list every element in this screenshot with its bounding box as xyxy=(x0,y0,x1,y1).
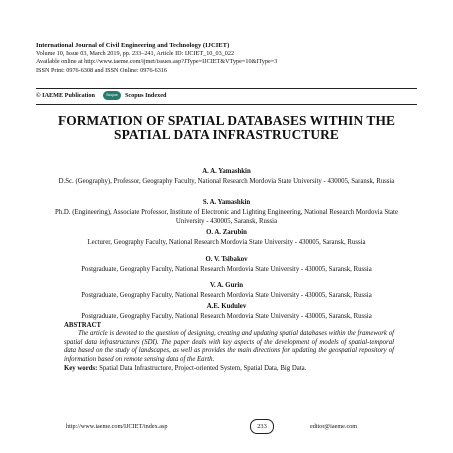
author-name: A.E. Kudulev xyxy=(206,303,247,310)
paper-title: FORMATION OF SPATIAL DATABASES WITHIN THE SPATIAL DATA INFRASTRUCTURE xyxy=(57,113,396,143)
abstract-body: The article is devoted to the question of designing, creating and updating spatial databases within the framework of spatial data infrastructures (SDI). The paper deals with key aspects of the development of models of spatial-temporal data based on the study of landscapes, as well as provides the main directions for updating the geospatial repository of information based on remote sensing data of the Earth. xyxy=(64,330,394,363)
journal-name: International Journal of Civil Engineering and Technology (IJCIET) xyxy=(36,42,230,49)
author-name: O. A. Zarubin xyxy=(206,229,247,236)
author-affiliation: Postgraduate, Geography Faculty, National Research Mordovia State University - 430005, Saransk, Russia xyxy=(81,313,372,321)
abstract-section xyxy=(64,322,394,373)
author-block xyxy=(45,256,408,275)
keywords-label: Key words: xyxy=(64,365,98,373)
header-rule-top xyxy=(36,88,417,89)
journal-available-online: Available online at http://www.iaeme.com/ijmet/issues.asp?JType=IJCIET&VType=10&IType=3 xyxy=(36,58,278,66)
author-block xyxy=(45,199,408,226)
keywords-line xyxy=(64,365,394,373)
author-affiliation: Lecturer, Geography Faculty, National Research Mordovia State University - 430005, Saransk, Russia xyxy=(87,239,366,247)
author-affiliation: D.Sc. (Geography), Professor, Geography Faculty, National Research Mordovia State University - 430005, Saransk, Russia xyxy=(58,178,395,186)
header-rule-bottom xyxy=(36,104,417,105)
scopus-logo: Scopus xyxy=(103,91,121,100)
author-block xyxy=(45,282,408,301)
author-affiliation: Postgraduate, Geography Faculty, National Research Mordovia State University - 430005, Saransk, Russia xyxy=(81,266,372,274)
author-name: V. A. Gurin xyxy=(209,282,244,289)
indexing-line xyxy=(36,91,166,100)
journal-header xyxy=(36,42,426,75)
scopus-indexed-label: Scopus Indexed xyxy=(124,92,167,99)
author-block xyxy=(45,229,408,248)
abstract-heading: ABSTRACT xyxy=(64,322,102,329)
author-block xyxy=(45,303,408,322)
author-name: S. A. Yamashkin xyxy=(202,199,251,206)
journal-issn: ISSN Print: 0976-6308 and ISSN Online: 0976-6316 xyxy=(36,66,167,74)
footer-url-link[interactable]: http://www.iaeme.com/IJCIET/index.asp xyxy=(66,423,168,430)
author-name: A. A. Yamashkin xyxy=(202,168,251,175)
author-block xyxy=(45,168,408,187)
journal-volume: Volume 10, Issue 03, March 2019, pp. 233–241, Article ID: IJCIET_10_03_022 xyxy=(36,50,235,58)
page-number: 233 xyxy=(250,419,274,434)
author-name: O. V. Tsibakov xyxy=(205,256,248,263)
publisher-label: © IAEME Publication xyxy=(36,92,95,99)
author-affiliation: Ph.D. (Engineering), Associate Professor, Institute of Electronic and Lighting Engineering, National Research Mordovia State University - 430005, Saransk, Russia xyxy=(55,209,398,225)
page-footer xyxy=(36,420,417,436)
keywords-text: Spatial Data Infrastructure, Project-oriented System, Spatial Data, Big Data. xyxy=(99,365,307,373)
footer-email-link[interactable]: editor@iaeme.com xyxy=(310,423,358,430)
author-affiliation: Postgraduate, Geography Faculty, National Research Mordovia State University - 430005, Saransk, Russia xyxy=(81,292,372,300)
